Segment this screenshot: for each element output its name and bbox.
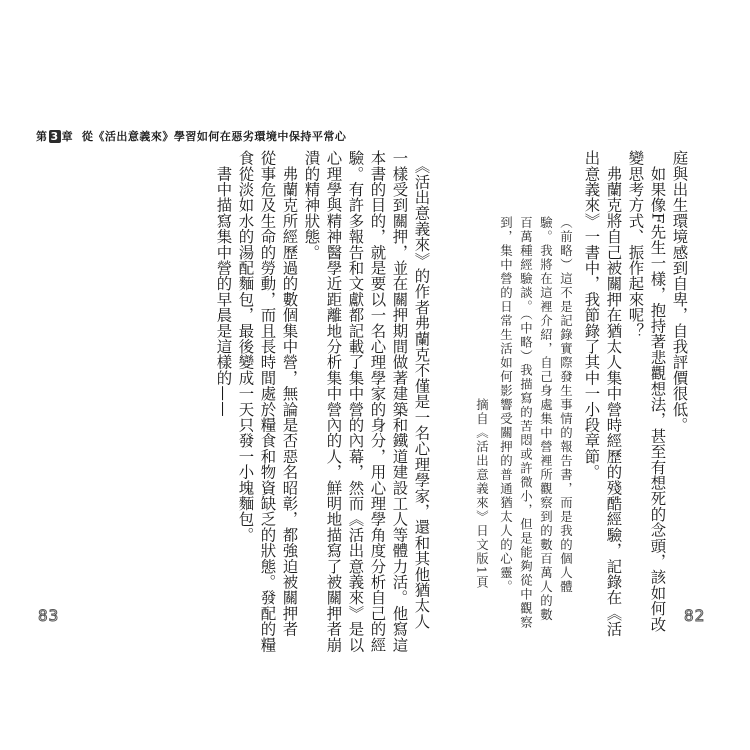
running-header [36,128,346,144]
left-body-line-7: 弗蘭克所經歷過的數個集中營，無論是否惡名昭彰，都強迫被關押者 [280,150,299,637]
right-quote-line-2: 驗。我將在這裡介紹，自己身處集中營裡所觀察到的數百萬人的數 [538,216,554,622]
right-body-line-5: 出意義來》一書中，我節錄了其中一小段章節。 [582,150,601,480]
left-body-line-2: 一樣受到關押，並在關押期間做著建築和鐵道建設工人等體力活。他寫這 [390,150,409,653]
right-quote-line-1: （前略）這不是記錄實際發生事情的報告書，而是我的個人體 [558,216,574,594]
right-quote-line-3: 百萬種經驗談。（中略）我描寫的苦悶或許微小，但是能夠從中觀察 [518,216,534,630]
left-body-line-9: 食從淡如水的湯配麵包，最後變成一天只發一小塊麵包。 [236,150,255,543]
chapter-prefix: 第 [36,130,48,143]
left-body-line-1: 《活出意義來》的作者弗蘭克不僅是一名心理學家，還和其他猶太人 [412,150,431,629]
quote-source: 摘自《活出意義來》日文版1頁 [474,398,490,590]
left-body-line-4: 驗。有許多報告和文獻都記載了集中營的內幕，然而《活出意義來》是以 [346,150,365,653]
right-body-line-1: 庭與出生環境感到自卑，自我評價很低。 [670,150,689,433]
left-body-line-10: 書中描寫集中營的早晨是這樣的—— [214,150,233,417]
right-body-line-3: 變思考方式、振作起來呢？ [626,150,645,339]
chapter-number-badge: 3 [50,130,59,143]
left-body-line-3: 本書的目的，就是要以一名心理學家的身分，用心理學角度分析自己的經 [368,150,387,653]
left-body-line-8: 從事危及生命的勞動，而且長時間處於糧食和物資缺乏的狀態。發配的糧 [258,150,277,653]
left-body-line-6: 潰的精神狀態。 [302,150,321,260]
page-number-right: 82 [684,606,706,625]
left-body-line-5: 心理學與精神醫學近距離地分析集中營內的人，鮮明地描寫了被關押者崩 [324,150,343,653]
chapter-suffix: 章 [61,130,74,143]
chapter-title: 從《活出意義來》學習如何在惡劣環境中保持平常心 [81,130,347,143]
right-body-line-4: 弗蘭克將自己被關押在猶太人集中營時經歷的殘酷經驗，記錄在《活 [604,150,623,637]
page-number-left: 83 [38,606,60,625]
right-quote-line-4: 到，集中營的日常生活如何影響受關押的普通猶太人的心靈。 [498,216,514,594]
right-body-line-2: 如果像F先生一樣，抱持著悲觀想法，甚至有想死的念頭，該如何改 [648,150,667,632]
